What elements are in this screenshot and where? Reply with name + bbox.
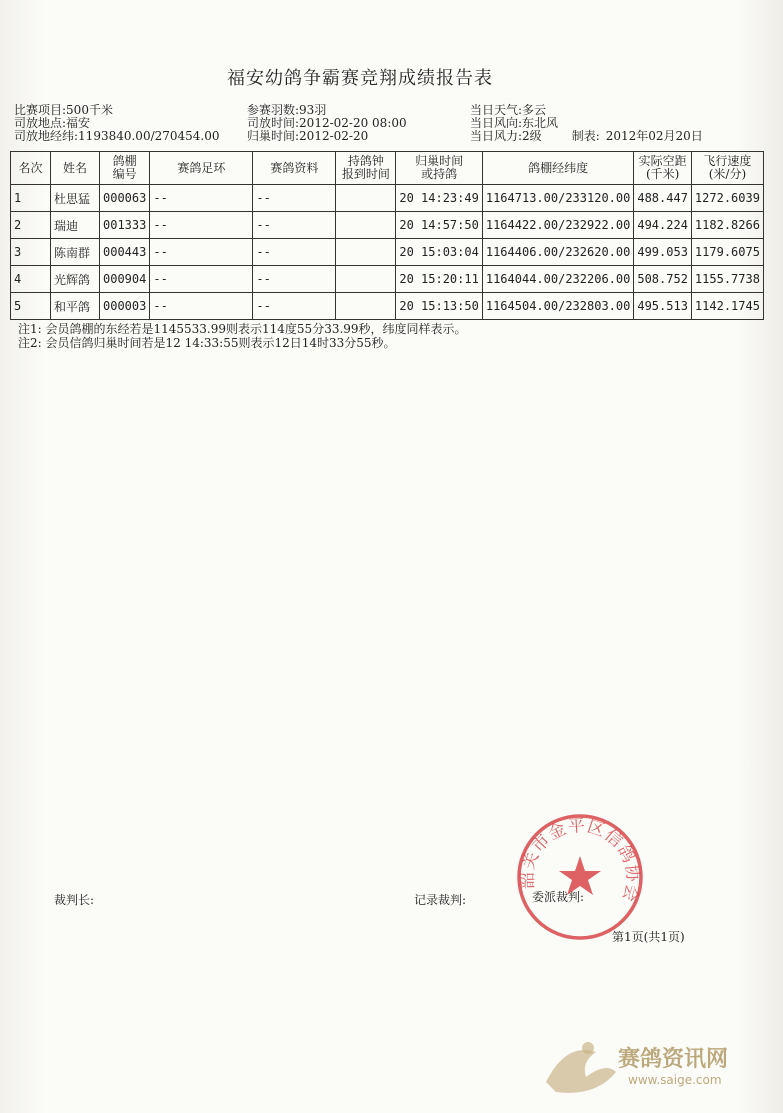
cell-info: -- <box>253 212 336 239</box>
table-header-row <box>11 152 764 185</box>
cell-rank: 1 <box>11 185 51 212</box>
watermark-url: www.saige.com <box>628 1073 722 1087</box>
cell-return: 20 14:23:49 <box>396 185 482 212</box>
col-name: 姓名 <box>51 152 100 185</box>
col-return: 归巢时间 或持鸽 <box>396 152 482 185</box>
cell-return: 20 15:20:11 <box>396 266 482 293</box>
cell-ring: -- <box>150 293 253 320</box>
recorder-judge-label: 记录裁判: <box>414 893 467 907</box>
report-title: 福安幼鸽争霸赛竞翔成绩报告表 <box>227 68 493 89</box>
return-time-value: 2012-02-20 <box>299 129 369 143</box>
cell-ring: -- <box>150 185 253 212</box>
cell-speed: 1155.7738 <box>691 266 763 293</box>
cell-clock <box>336 212 396 239</box>
watermark-title: 赛鸽资讯网 <box>618 1047 729 1072</box>
table-row <box>11 212 764 239</box>
cell-name: 和平鸽 <box>51 293 100 320</box>
cell-distance: 508.752 <box>634 266 692 293</box>
release-coord-label: 司放地经纬: <box>14 129 79 143</box>
note-1: 注1: 会员鸽棚的东经若是1145533.99则表示114度55分33.99秒，纬度同样表示。 <box>18 322 467 336</box>
cell-loft: 001333 <box>100 212 150 239</box>
made-value: 2012年02月20日 <box>605 129 703 143</box>
made-label: 制表: <box>571 129 600 143</box>
cell-distance: 499.053 <box>634 239 692 266</box>
table-row <box>11 239 764 266</box>
note-2: 注2: 会员信鸽归巢时间若是12 14:33:55则表示12日14时33分55秒。 <box>18 336 396 350</box>
weather-value: 多云 <box>522 103 547 117</box>
cell-speed: 1182.8266 <box>691 212 763 239</box>
cell-rank: 4 <box>11 266 51 293</box>
cell-clock <box>336 266 396 293</box>
cell-distance: 488.447 <box>634 185 692 212</box>
release-time-label: 司放时间: <box>247 116 300 130</box>
cell-speed: 1179.6075 <box>691 239 763 266</box>
table-row <box>11 293 764 320</box>
col-speed: 飞行速度 (米/分) <box>691 152 763 185</box>
cell-info: -- <box>253 293 336 320</box>
return-time-label: 归巢时间: <box>247 129 300 143</box>
table-row <box>11 185 764 212</box>
col-rank: 名次 <box>11 152 51 185</box>
cell-loft: 000443 <box>100 239 150 266</box>
site-watermark-icon <box>536 1022 776 1102</box>
cell-coord: 1164406.00/232620.00 <box>482 239 634 266</box>
release-time-value: 2012-02-20 08:00 <box>299 116 407 130</box>
cell-info: -- <box>253 239 336 266</box>
wind-dir-value: 东北风 <box>522 116 559 130</box>
wind-force-value: 2级 <box>522 129 542 143</box>
col-info: 赛鸽资料 <box>253 152 336 185</box>
cell-name: 光辉鸽 <box>51 266 100 293</box>
cell-ring: -- <box>150 212 253 239</box>
page-number: 第1页(共1页) <box>612 930 685 944</box>
release-coord-value: 1193840.00/270454.00 <box>78 129 220 143</box>
col-distance: 实际空距 (千米) <box>634 152 692 185</box>
cell-speed: 1142.1745 <box>691 293 763 320</box>
col-clock: 持鸽钟 报到时间 <box>336 152 396 185</box>
cell-rank: 3 <box>11 239 51 266</box>
cell-coord: 1164044.00/232206.00 <box>482 266 634 293</box>
svg-text:韶关市金平区信鸽协会: 韶关市金平区信鸽协会 <box>517 816 643 905</box>
cell-name: 杜思猛 <box>51 185 100 212</box>
release-place-label: 司放地点: <box>14 116 67 130</box>
cell-clock <box>336 239 396 266</box>
entries-label: 参赛羽数: <box>247 103 300 117</box>
info-middle <box>247 104 407 143</box>
cell-rank: 2 <box>11 212 51 239</box>
cell-info: -- <box>253 266 336 293</box>
official-seal-icon <box>515 812 645 942</box>
cell-distance: 494.224 <box>634 212 692 239</box>
cell-ring: -- <box>150 239 253 266</box>
cell-distance: 495.513 <box>634 293 692 320</box>
event-value: 500千米 <box>66 103 113 117</box>
notes <box>18 322 467 350</box>
cell-loft: 000904 <box>100 266 150 293</box>
info-right <box>470 104 703 143</box>
col-coord: 鸽棚经纬度 <box>482 152 634 185</box>
cell-clock <box>336 293 396 320</box>
table-row <box>11 266 764 293</box>
cell-rank: 5 <box>11 293 51 320</box>
cell-loft: 000003 <box>100 293 150 320</box>
cell-coord: 1164504.00/232803.00 <box>482 293 634 320</box>
results-table <box>10 151 764 320</box>
event-label: 比赛项目: <box>14 103 67 117</box>
wind-dir-label: 当日风向: <box>470 116 523 130</box>
appointed-judge-label: 委派裁判: <box>532 890 585 904</box>
entries-value: 93羽 <box>299 103 327 117</box>
cell-info: -- <box>253 185 336 212</box>
cell-return: 20 14:57:50 <box>396 212 482 239</box>
cell-ring: -- <box>150 266 253 293</box>
release-place-value: 福安 <box>66 116 91 130</box>
cell-name: 陈南群 <box>51 239 100 266</box>
cell-loft: 000063 <box>100 185 150 212</box>
col-loft: 鸽棚 编号 <box>100 152 150 185</box>
cell-return: 20 15:03:04 <box>396 239 482 266</box>
cell-speed: 1272.6039 <box>691 185 763 212</box>
cell-clock <box>336 185 396 212</box>
cell-coord: 1164713.00/233120.00 <box>482 185 634 212</box>
weather-label: 当日天气: <box>470 103 523 117</box>
chief-judge-label: 裁判长: <box>54 893 95 907</box>
col-ring: 赛鸽足环 <box>150 152 253 185</box>
cell-name: 瑞迪 <box>51 212 100 239</box>
cell-coord: 1164422.00/232922.00 <box>482 212 634 239</box>
cell-return: 20 15:13:50 <box>396 293 482 320</box>
wind-force-label: 当日风力: <box>470 129 523 143</box>
info-left <box>14 104 220 143</box>
